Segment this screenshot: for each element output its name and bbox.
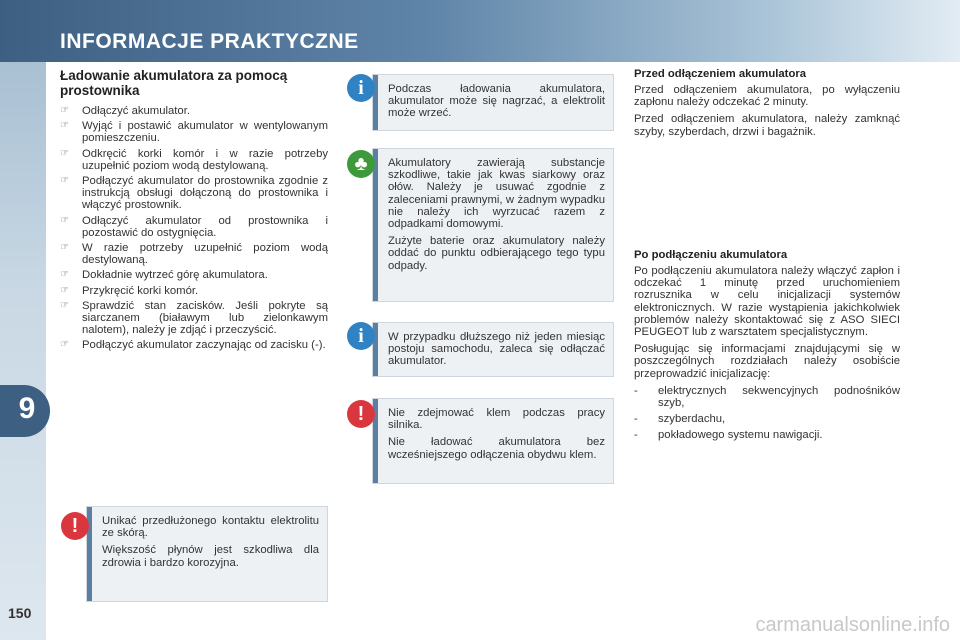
list-item: - pokładowego systemu nawigacji. xyxy=(634,429,823,442)
right-column-after xyxy=(634,249,900,446)
list-item: ☞ W razie potrzeby uzupełnić poziom wodą destylowaną. xyxy=(60,242,328,267)
charging-info-note xyxy=(372,74,614,131)
paragraph: Przed odłączeniem akumulatora, po wyłączeniu zapłonu należy odczekać 2 minuty. xyxy=(634,84,900,109)
list-item: - szyberdachu, xyxy=(634,413,726,426)
page-title: INFORMACJE PRAKTYCZNE xyxy=(60,30,359,53)
page-number: 150 xyxy=(8,605,32,621)
long-parking-info-note xyxy=(372,322,614,377)
paragraph: Przed odłączeniem akumulatora, należy zamknąć szyby, szyberdach, drzwi i bagażnik. xyxy=(634,113,900,138)
list-item: ☞ Przykręcić korki komór. xyxy=(60,284,199,297)
pointing-hand-icon: ☞ xyxy=(60,120,69,132)
note-accent-bar xyxy=(373,149,378,301)
list-item: ☞ Odłączyć akumulator. xyxy=(60,105,190,117)
section-title-charging: Ładowanie akumulatora za pomocą prostownika xyxy=(60,68,288,98)
note-text: Podczas ładowania akumulatora, akumulator może się nagrzać, a elektrolit może wrzeć. xyxy=(388,83,605,120)
pointing-hand-icon: ☞ xyxy=(60,339,69,351)
pointing-hand-icon: ☞ xyxy=(60,214,69,226)
paragraph: Po podłączeniu akumulatora należy włączyć zapłon i odczekać 1 minutę przed uruchomieniem rozrusznika w celu inicjalizacji systemów elektronicznych. W razie wystąpienia jakichkolwiek problemów należy skontaktować się z ASO SIECI PEUGEOT lub z warsztatem specjalistycznym. xyxy=(634,265,900,339)
list-item: ☞ Dokładnie wytrzeć górę akumulatora. xyxy=(60,269,268,282)
pointing-hand-icon: ☞ xyxy=(60,105,69,116)
page-header xyxy=(0,0,960,62)
pointing-hand-icon: ☞ xyxy=(60,242,69,254)
pointing-hand-icon: ☞ xyxy=(60,299,69,311)
subsection-title-after-connect: Po podłączeniu akumulatora xyxy=(634,249,788,261)
watermark: carmanualsonline.info xyxy=(755,614,950,636)
charging-steps xyxy=(60,105,328,352)
chapter-number: 9 xyxy=(18,392,36,425)
left-column xyxy=(60,68,328,355)
recycling-note xyxy=(372,148,614,302)
list-item: ☞ Podłączyć akumulator do prostownika zgodnie z instrukcją obsługi dołączoną do prostownika i włączyć prostownik. xyxy=(60,175,328,212)
info-icon: i xyxy=(347,74,375,102)
list-item: ☞ Wyjąć i postawić akumulator w wentylowanym pomieszczeniu. xyxy=(60,120,328,145)
initialization-list xyxy=(634,385,900,442)
clamps-warning-note xyxy=(372,398,614,484)
note-text: Większość płynów jest szkodliwa dla zdrowia i bardzo korozyjna. xyxy=(102,544,319,569)
subsection-title-before-disconnect: Przed odłączeniem akumulatora xyxy=(634,68,807,80)
list-item: - elektrycznych sekwencyjnych podnośników szyb, xyxy=(634,384,900,410)
note-text: Nie ładować akumulatora bez wcześniejszego odłączenia obydwu klem. xyxy=(388,436,605,461)
pointing-hand-icon: ☞ xyxy=(60,269,69,281)
warning-icon: ! xyxy=(61,512,89,540)
note-text: Akumulatory zawierają substancje szkodliwe, takie jak kwas siarkowy oraz ołów. Należy je usuwać zgodnie z zaleceniami prawnymi, w żadnym wypadku nie należy ich wyrzucać razem z odpadkami domowymi. xyxy=(388,157,605,231)
list-item: ☞ Sprawdzić stan zacisków. Jeśli pokryte są siarczanem (białawym lub zielonkawym nalotem), należy je zdjąć i przeczyścić. xyxy=(60,299,328,337)
eco-tree-icon: ♣ xyxy=(347,150,375,178)
pointing-hand-icon: ☞ xyxy=(60,175,69,187)
list-item: ☞ Odkręcić korki komór i w razie potrzeby uzupełnić poziom wodą destylowaną. xyxy=(60,147,328,172)
note-text: Unikać przedłużonego kontaktu elektrolitu ze skórą. xyxy=(102,515,319,540)
note-text: Nie zdejmować klem podczas pracy silnika. xyxy=(388,407,605,432)
paragraph: Posługując się informacjami znajdującymi się w poszczególnych rozdziałach należy osobiście przeprowadzić inicjalizację: xyxy=(634,343,900,380)
electrolyte-warning-note xyxy=(86,506,328,602)
right-column-before xyxy=(634,68,900,143)
list-item: ☞ Odłączyć akumulator od prostownika i pozostawić do ostygnięcia. xyxy=(60,214,328,239)
pointing-hand-icon: ☞ xyxy=(60,284,69,296)
list-item: ☞ Podłączyć akumulator zaczynając od zacisku (-). xyxy=(60,339,326,352)
pointing-hand-icon: ☞ xyxy=(60,147,69,159)
note-text: Zużyte baterie oraz akumulatory należy oddać do punktu odbierającego tego typu odpady. xyxy=(388,235,605,272)
warning-icon: ! xyxy=(347,400,375,428)
info-icon: i xyxy=(347,322,375,350)
side-strip xyxy=(0,62,46,640)
note-text: W przypadku dłuższego niż jeden miesiąc postoju samochodu, zaleca się odłączać akumulator. xyxy=(388,331,605,368)
